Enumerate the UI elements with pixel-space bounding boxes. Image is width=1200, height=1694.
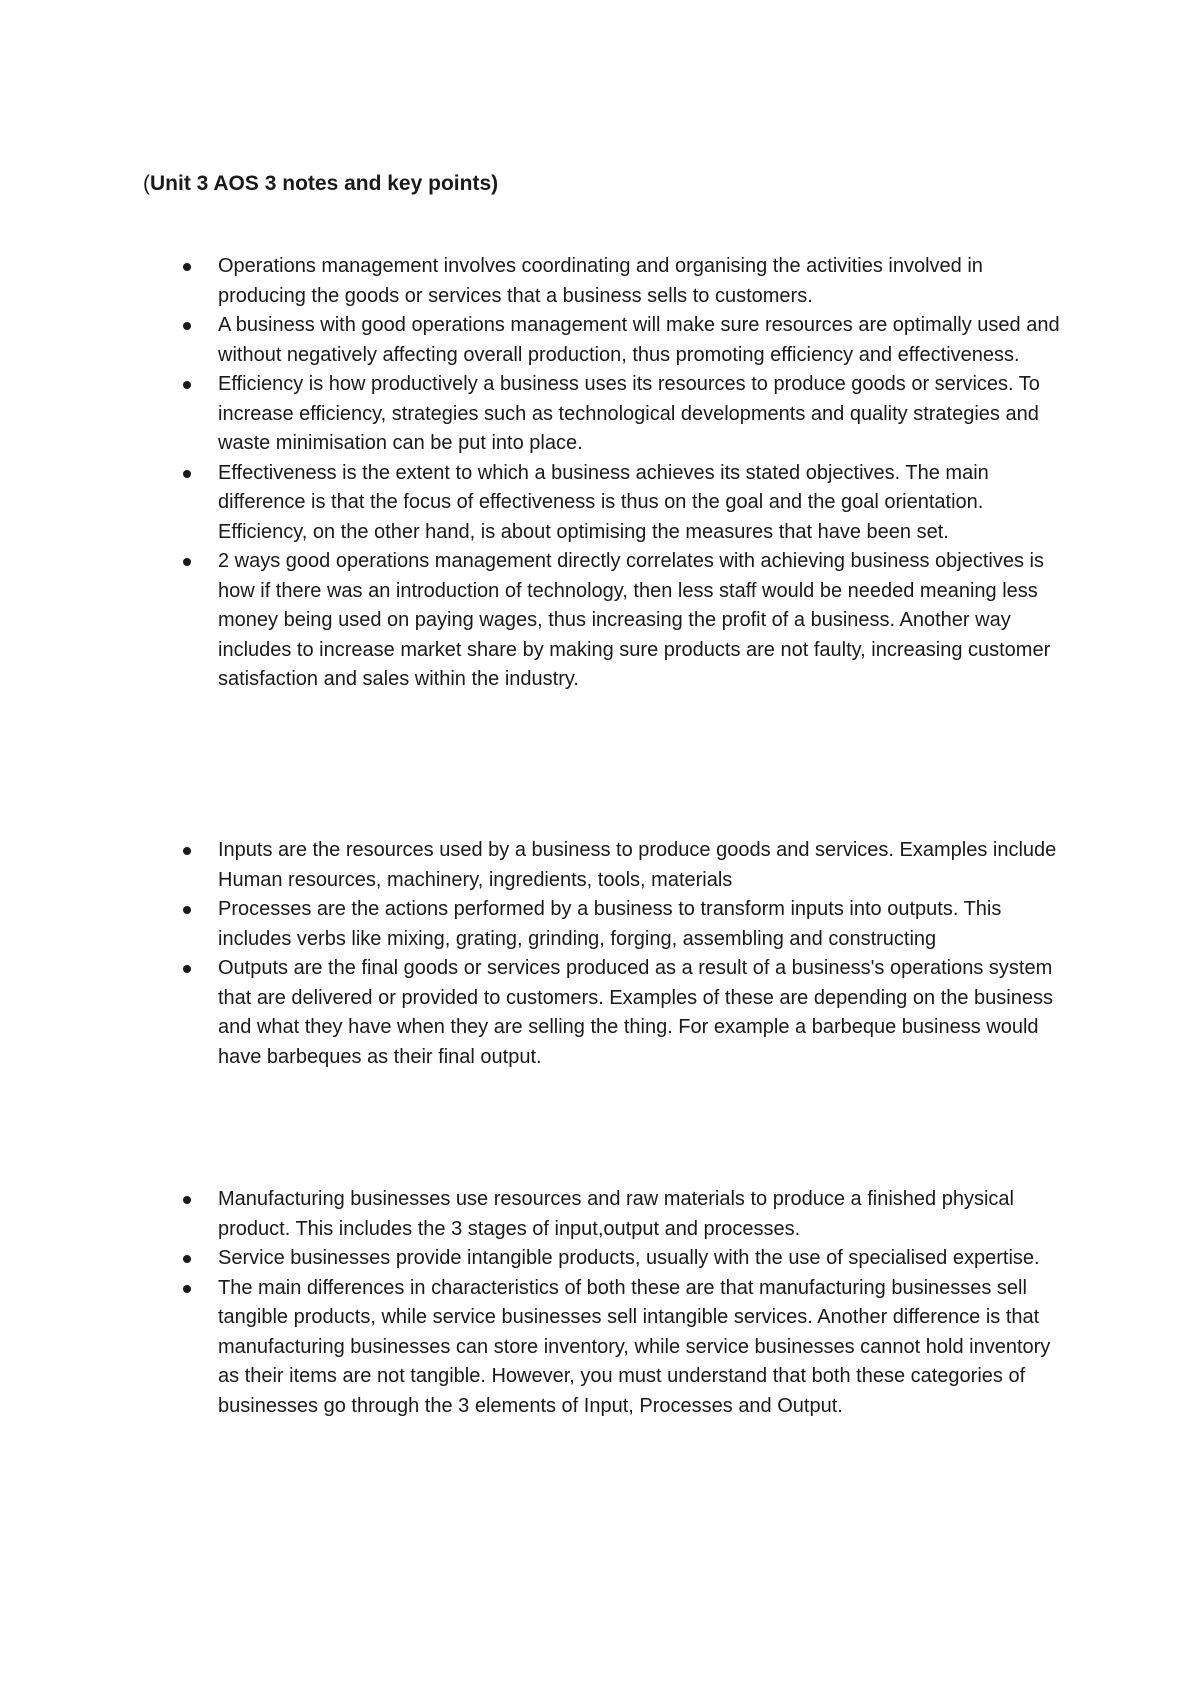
list-item-text: Operations management involves coordinating and organising the activities involved in producing the goods or services that a business sells to customers. — [218, 255, 983, 307]
list-item — [0, 954, 1060, 1072]
bullet-list-operations-system — [0, 836, 1200, 1072]
bullet-icon — [183, 558, 191, 566]
bullet-list-operations — [0, 252, 1200, 695]
bullet-icon — [183, 263, 191, 271]
bullet-icon — [183, 965, 191, 973]
title-text: Unit 3 AOS 3 notes and key points) — [150, 172, 499, 195]
list-item-text: A business with good operations management will make sure resources are optimally used and without negatively affecting overall production, thus promoting efficiency and effectiveness. — [218, 314, 1060, 366]
bullet-icon — [183, 381, 191, 389]
list-item-text: Manufacturing businesses use resources and raw materials to produce a finished physical product. This includes the 3 stages of input,output and processes. — [218, 1188, 1014, 1240]
bullet-list-business-types — [0, 1185, 1200, 1421]
list-item-text: 2 ways good operations management directly correlates with achieving business objectives is how if there was an introduction of technology, then less staff would be needed meaning less money being used on paying wages, thus increasing the profit of a business. Another way includes to increase market share by making sure products are not faulty, increasing customer satisfaction and sales within the industry. — [218, 550, 1051, 690]
bullet-icon — [183, 1255, 191, 1263]
bullet-icon — [183, 1285, 191, 1293]
list-item — [0, 311, 1060, 370]
bullet-icon — [183, 1196, 191, 1204]
list-item-text: Efficiency is how productively a business uses its resources to produce goods or services. To increase efficiency, strategies such as technological developments and quality strategies and waste minimisation can be put into place. — [218, 373, 1040, 454]
list-item-text: Processes are the actions performed by a business to transform inputs into outputs. This includes verbs like mixing, grating, grinding, forging, assembling and constructing — [218, 898, 1002, 950]
bullet-icon — [183, 322, 191, 330]
bullet-icon — [183, 847, 191, 855]
title-open-paren: ( — [143, 172, 150, 195]
list-item-text: Effectiveness is the extent to which a business achieves its stated objectives. The main difference is that the focus of effectiveness is thus on the goal and the goal orientation. Efficiency, on the other hand, is about optimising the measures that have been set. — [218, 461, 989, 543]
list-item — [0, 836, 1060, 895]
list-item — [0, 895, 1060, 954]
bullet-icon — [183, 906, 191, 914]
bullet-icon — [183, 470, 191, 478]
list-item — [0, 1244, 1060, 1274]
list-item — [0, 459, 1060, 548]
page-title — [143, 169, 498, 199]
list-item — [0, 1185, 1060, 1244]
list-item-text: Outputs are the final goods or services produced as a result of a business's operations system that are delivered or provided to customers. Examples of these are depending on the business and what they have when they are selling the thing. For example a barbeque business would have barbeques as their final output. — [218, 957, 1053, 1068]
list-item — [0, 370, 1060, 459]
list-item-text: Service businesses provide intangible products, usually with the use of specialised expertise. — [218, 1247, 1040, 1269]
list-item — [0, 252, 1060, 311]
list-item-text: Inputs are the resources used by a business to produce goods and services. Examples include Human resources, machinery, ingredients, tools, materials — [218, 839, 1057, 891]
list-item — [0, 1274, 1060, 1422]
list-item — [0, 547, 1060, 695]
list-item-text: The main differences in characteristics of both these are that manufacturing businesses sell tangible products, while service businesses sell intangible services. Another difference is that manufacturing businesses can store inventory, while service businesses cannot hold inventory as their items are not tangible. However, you must understand that both these categories of businesses go through the 3 elements of Input, Processes and Output. — [218, 1276, 1051, 1417]
